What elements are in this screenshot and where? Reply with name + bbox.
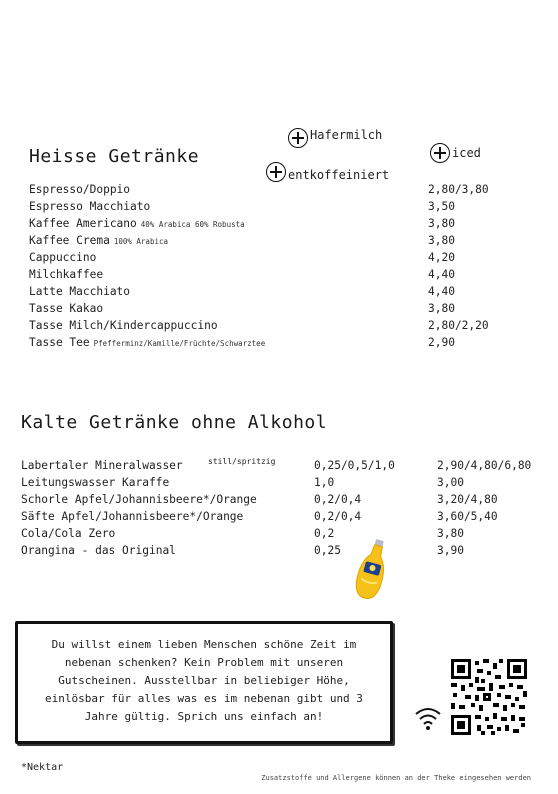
item-note: still/spritzig (208, 457, 276, 466)
item-size: 0,25 (314, 544, 341, 557)
item-note: 40% Arabica 60% Robusta (140, 220, 245, 229)
addon-decaf-label: entkoffeiniert (288, 168, 390, 182)
item-price: 3,50 (428, 200, 455, 213)
item-price: 3,20/4,80 (437, 493, 498, 506)
item-size: 1,0 (314, 476, 335, 489)
menu-item (29, 217, 245, 230)
addon-oat-milk-label: Hafermilch (310, 128, 383, 142)
menu-item (21, 544, 176, 557)
item-price: 4,40 (428, 268, 455, 281)
item-name: Labertaler Mineralwasser (21, 459, 183, 472)
item-name: Espresso/Doppio (29, 183, 131, 196)
item-price: 2,90 (428, 336, 455, 349)
menu-item (29, 268, 103, 281)
item-note: 100% Arabica (113, 237, 169, 246)
item-price: 3,80 (428, 302, 455, 315)
item-size: 0,2 (314, 527, 335, 540)
menu-item (21, 459, 183, 472)
menu-item (21, 527, 115, 540)
item-name: Kaffee Crema (29, 234, 110, 247)
item-name: Latte Macchiato (29, 285, 131, 298)
item-note: Pfefferminz/Kamille/Früchte/Schwarztee (93, 339, 266, 348)
hot-drinks-title: Heisse Getränke (29, 146, 200, 167)
menu-item (29, 251, 96, 264)
item-price: 4,20 (428, 251, 455, 264)
footnote-nectar: *Nektar (21, 762, 64, 773)
item-size: 0,2/0,4 (314, 493, 362, 506)
menu-item (29, 200, 150, 213)
item-price: 2,80/2,20 (428, 319, 489, 332)
item-name: Säfte Apfel/Johannisbeere*/Orange (21, 510, 244, 523)
item-name: Orangina - das Original (21, 544, 176, 557)
item-name: Espresso Macchiato (29, 200, 151, 213)
item-size: 0,25/0,5/1,0 (314, 459, 395, 472)
orangina-bottle-icon (350, 537, 394, 603)
gift-voucher-box (15, 621, 393, 744)
gift-voucher-text: Du willst einem lieben Menschen schöne Zeit im nebenan schenken? Kein Problem mit unseren Gutscheinen. Ausstellbar in beliebiger Höhe, einlösbar für alles was es im nebenan gibt und 3 Jahre gültig. Sprich uns einfach an! (45, 638, 363, 723)
menu-item (29, 285, 130, 298)
menu-item (29, 336, 265, 349)
item-name: Schorle Apfel/Johannisbeere*/Orange (21, 493, 257, 506)
addon-iced (430, 143, 481, 163)
addon-decaf (266, 162, 389, 182)
item-price: 4,40 (428, 285, 455, 298)
item-name: Tasse Tee (29, 336, 90, 349)
item-price: 3,90 (437, 544, 464, 557)
wifi-icon (413, 702, 443, 732)
cold-drinks-title: Kalte Getränke ohne Alkohol (21, 412, 328, 433)
plus-circle-icon (288, 128, 308, 148)
item-price: 2,80/3,80 (428, 183, 489, 196)
item-price: 3,80 (428, 234, 455, 247)
item-price: 3,80 (428, 217, 455, 230)
item-name: Cappuccino (29, 251, 97, 264)
item-name: Tasse Milch/Kindercappuccino (29, 319, 218, 332)
item-price: 2,90/4,80/6,80 (437, 459, 532, 472)
item-price: 3,60/5,40 (437, 510, 498, 523)
plus-circle-icon (266, 162, 286, 182)
menu-item (21, 510, 243, 523)
item-price: 3,00 (437, 476, 464, 489)
allergen-note: Zusatzstoffe und Allergene können an der Theke eingesehen werden (261, 774, 531, 782)
item-price: 3,80 (437, 527, 464, 540)
menu-item (29, 234, 168, 247)
menu-item (29, 183, 130, 196)
menu-item (29, 319, 218, 332)
addon-oat-milk (288, 128, 382, 148)
item-name: Cola/Cola Zero (21, 527, 116, 540)
item-name: Kaffee Americano (29, 217, 137, 230)
item-name: Leitungswasser Karaffe (21, 476, 170, 489)
item-name: Milchkaffee (29, 268, 104, 281)
item-name: Tasse Kakao (29, 302, 104, 315)
addon-iced-label: iced (452, 145, 481, 160)
item-size: 0,2/0,4 (314, 510, 362, 523)
menu-item (29, 302, 103, 315)
menu-item (21, 493, 257, 506)
qr-code (451, 659, 527, 735)
plus-circle-icon (430, 143, 450, 163)
menu-item (21, 476, 169, 489)
